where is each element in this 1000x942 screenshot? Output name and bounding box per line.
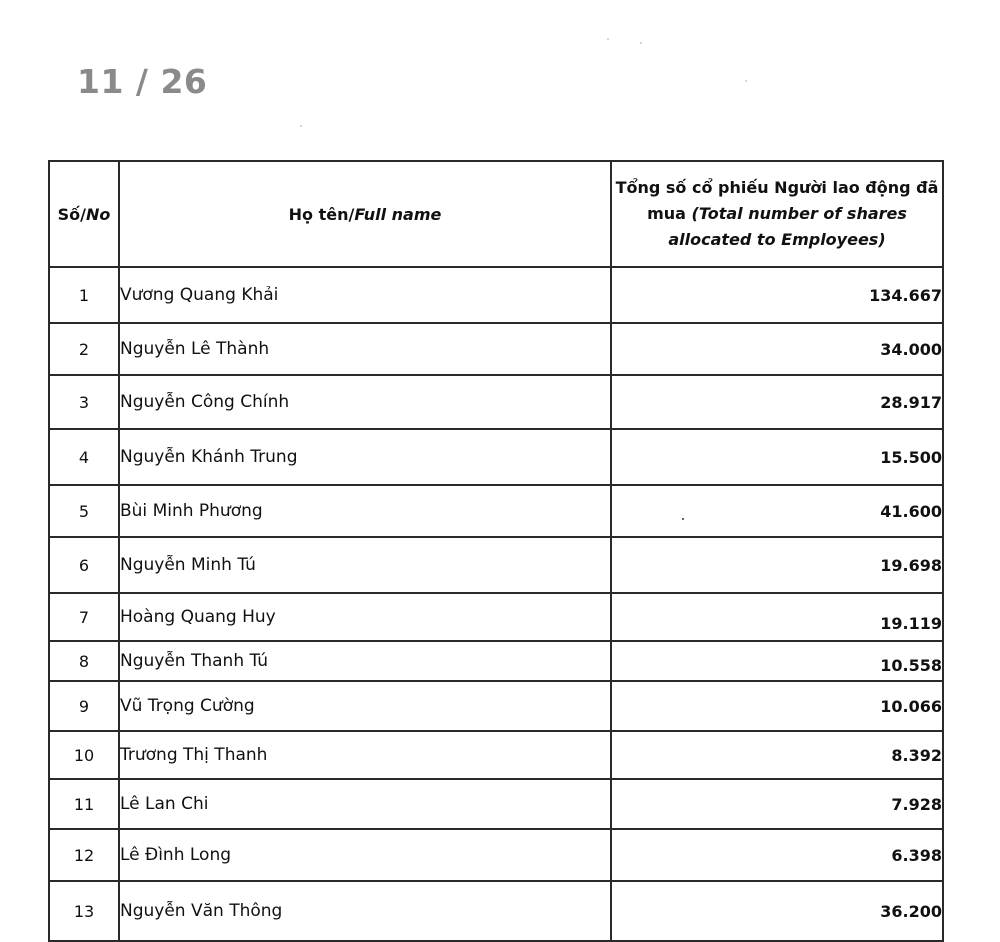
share-count: 41.600 [611,485,943,537]
table-row [49,829,943,881]
row-number: 12 [49,829,119,881]
table-row [49,731,943,779]
employee-name: Hoàng Quang Huy [119,593,611,641]
row-number: 9 [49,681,119,731]
table-row [49,779,943,829]
row-number: 5 [49,485,119,537]
employee-shares-table [48,160,944,942]
share-count: 36.200 [611,881,943,941]
employee-name: Trương Thị Thanh [119,731,611,779]
row-number: 8 [49,641,119,681]
share-count: 10.066 [611,681,943,731]
scan-speck [300,125,302,127]
share-count: 28.917 [611,375,943,429]
share-count: 134.667 [611,267,943,323]
employee-name: Vương Quang Khải [119,267,611,323]
share-count: 34.000 [611,323,943,375]
employee-name: Nguyễn Khánh Trung [119,429,611,485]
share-count: 19.119 [611,593,943,641]
page-indicator: 11 / 26 [77,62,208,101]
share-count: 7.928 [611,779,943,829]
header-full-name: Họ tên/Full name [119,161,611,267]
header-no: Số/No [49,161,119,267]
employee-name: Nguyễn Thanh Tú [119,641,611,681]
row-number: 7 [49,593,119,641]
scan-speck [607,38,609,40]
employee-name: Nguyễn Công Chính [119,375,611,429]
employee-name: Lê Lan Chi [119,779,611,829]
row-number: 2 [49,323,119,375]
scan-speck [745,80,747,82]
table-row [49,485,943,537]
employee-name: Nguyễn Lê Thành [119,323,611,375]
row-number: 11 [49,779,119,829]
employee-name: Bùi Minh Phương [119,485,611,537]
share-count: 19.698 [611,537,943,593]
table-row [49,267,943,323]
employee-name: Vũ Trọng Cường [119,681,611,731]
header-total-shares: Tổng số cổ phiếu Người lao động đã mua (Total number of shares allocated to Employees) [611,161,943,267]
table-row [49,641,943,681]
row-number: 13 [49,881,119,941]
row-number: 1 [49,267,119,323]
row-number: 3 [49,375,119,429]
table-row [49,537,943,593]
row-number: 4 [49,429,119,485]
share-count: 15.500 [611,429,943,485]
employee-name: Nguyễn Minh Tú [119,537,611,593]
table-row [49,681,943,731]
share-count: 8.392 [611,731,943,779]
table-row [49,375,943,429]
scan-speck [640,42,642,44]
employee-name: Lê Đình Long [119,829,611,881]
table-row [49,881,943,941]
row-number: 6 [49,537,119,593]
employee-name: Nguyễn Văn Thông [119,881,611,941]
table-row [49,429,943,485]
row-number: 10 [49,731,119,779]
share-count: 6.398 [611,829,943,881]
table-header-row [49,161,943,267]
table-row [49,593,943,641]
share-count: 10.558 [611,641,943,681]
table-row [49,323,943,375]
